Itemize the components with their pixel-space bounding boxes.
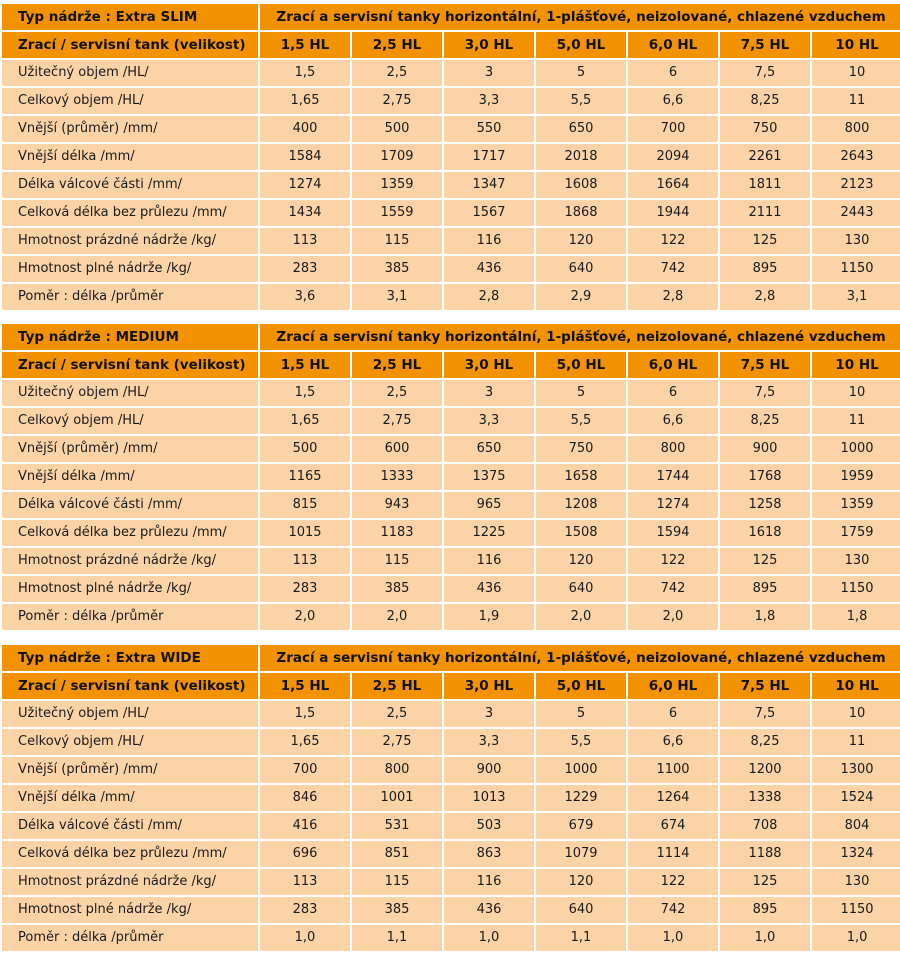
value-cell: 385: [351, 255, 443, 283]
value-cell: 900: [443, 756, 535, 784]
value-cell: 122: [627, 547, 719, 575]
row-label: Hmotnost plné nádrže /kg/: [1, 575, 259, 603]
value-cell: 3: [443, 379, 535, 407]
value-cell: 1188: [719, 840, 811, 868]
value-cell: 6,6: [627, 728, 719, 756]
table-row: [1, 756, 900, 784]
value-cell: 7,5: [719, 700, 811, 728]
value-cell: 6,6: [627, 87, 719, 115]
tank-description: Zrací a servisní tanky horizontální, 1-plášťové, neizolované, chlazené vzduchem: [259, 323, 900, 351]
value-cell: 2,5: [351, 379, 443, 407]
value-cell: 113: [259, 868, 351, 896]
value-cell: 700: [627, 115, 719, 143]
value-cell: 1608: [535, 171, 627, 199]
value-cell: 531: [351, 812, 443, 840]
value-cell: 1347: [443, 171, 535, 199]
value-cell: 895: [719, 575, 811, 603]
value-cell: 385: [351, 575, 443, 603]
value-cell: 2,75: [351, 728, 443, 756]
value-cell: 115: [351, 227, 443, 255]
spec-table-extra-slim: [0, 2, 900, 312]
value-cell: 2,0: [627, 603, 719, 631]
value-cell: 700: [259, 756, 351, 784]
value-cell: 2443: [811, 199, 900, 227]
row-label: Užitečný objem /HL/: [1, 379, 259, 407]
value-cell: 125: [719, 547, 811, 575]
size-header-cell: 10 HL: [811, 672, 900, 700]
value-cell: 1274: [259, 171, 351, 199]
value-cell: 1717: [443, 143, 535, 171]
size-header-cell: 6,0 HL: [627, 351, 719, 379]
value-cell: 2,8: [443, 283, 535, 311]
value-cell: 6: [627, 700, 719, 728]
value-cell: 1658: [535, 463, 627, 491]
row-label: Celkový objem /HL/: [1, 407, 259, 435]
value-cell: 2111: [719, 199, 811, 227]
row-label: Poměr : délka /průměr: [1, 603, 259, 631]
value-cell: 120: [535, 227, 627, 255]
value-cell: 1000: [811, 435, 900, 463]
value-cell: 400: [259, 115, 351, 143]
value-cell: 10: [811, 59, 900, 87]
value-cell: 283: [259, 575, 351, 603]
table-row: [1, 700, 900, 728]
value-cell: 800: [351, 756, 443, 784]
size-header-cell: 1,5 HL: [259, 672, 351, 700]
size-header-row: [1, 351, 900, 379]
value-cell: 6,6: [627, 407, 719, 435]
value-cell: 1000: [535, 756, 627, 784]
value-cell: 416: [259, 812, 351, 840]
value-cell: 3,3: [443, 407, 535, 435]
value-cell: 116: [443, 227, 535, 255]
value-cell: 804: [811, 812, 900, 840]
table-row: [1, 143, 900, 171]
value-cell: 120: [535, 547, 627, 575]
value-cell: 500: [259, 435, 351, 463]
row-label: Vnější délka /mm/: [1, 143, 259, 171]
size-header-cell: 7,5 HL: [719, 672, 811, 700]
row-label: Vnější (průměr) /mm/: [1, 756, 259, 784]
value-cell: 1,0: [259, 924, 351, 952]
size-header-cell: 7,5 HL: [719, 31, 811, 59]
value-cell: 2,0: [535, 603, 627, 631]
value-cell: 500: [351, 115, 443, 143]
table-body: [1, 3, 900, 311]
value-cell: 1258: [719, 491, 811, 519]
value-cell: 2123: [811, 171, 900, 199]
value-cell: 696: [259, 840, 351, 868]
value-cell: 679: [535, 812, 627, 840]
value-cell: 1359: [351, 171, 443, 199]
size-header-cell: 2,5 HL: [351, 351, 443, 379]
value-cell: 1200: [719, 756, 811, 784]
value-cell: 600: [351, 435, 443, 463]
value-cell: 1150: [811, 255, 900, 283]
row-label: Celková délka bez průlezu /mm/: [1, 519, 259, 547]
value-cell: 1,0: [443, 924, 535, 952]
value-cell: 1567: [443, 199, 535, 227]
value-cell: 742: [627, 255, 719, 283]
table-row: [1, 227, 900, 255]
value-cell: 2,8: [627, 283, 719, 311]
row-label: Hmotnost prázdné nádrže /kg/: [1, 227, 259, 255]
size-header-cell: 10 HL: [811, 31, 900, 59]
value-cell: 800: [627, 435, 719, 463]
value-cell: 8,25: [719, 87, 811, 115]
size-header-cell: 6,0 HL: [627, 31, 719, 59]
value-cell: 1300: [811, 756, 900, 784]
size-header-cell: 3,0 HL: [443, 31, 535, 59]
size-header-cell: 10 HL: [811, 351, 900, 379]
size-header-cell: 1,5 HL: [259, 31, 351, 59]
size-header-cell: 2,5 HL: [351, 31, 443, 59]
value-cell: 1594: [627, 519, 719, 547]
value-cell: 385: [351, 896, 443, 924]
value-cell: 3,6: [259, 283, 351, 311]
value-cell: 436: [443, 896, 535, 924]
row-label: Hmotnost prázdné nádrže /kg/: [1, 868, 259, 896]
table-row: [1, 896, 900, 924]
value-cell: 1,8: [719, 603, 811, 631]
table-title-row: [1, 3, 900, 31]
table-row: [1, 407, 900, 435]
value-cell: 2,9: [535, 283, 627, 311]
row-label: Vnější (průměr) /mm/: [1, 435, 259, 463]
size-header-cell: 5,0 HL: [535, 31, 627, 59]
value-cell: 10: [811, 379, 900, 407]
value-cell: 650: [443, 435, 535, 463]
row-label: Užitečný objem /HL/: [1, 700, 259, 728]
value-cell: 1664: [627, 171, 719, 199]
value-cell: 5: [535, 700, 627, 728]
size-header-cell: 3,0 HL: [443, 351, 535, 379]
value-cell: 2261: [719, 143, 811, 171]
value-cell: 1618: [719, 519, 811, 547]
row-label: Celková délka bez průlezu /mm/: [1, 199, 259, 227]
value-cell: 1,65: [259, 728, 351, 756]
spec-table-medium: [0, 322, 900, 632]
value-cell: 1150: [811, 575, 900, 603]
value-cell: 742: [627, 575, 719, 603]
value-cell: 1264: [627, 784, 719, 812]
value-cell: 965: [443, 491, 535, 519]
value-cell: 1,0: [719, 924, 811, 952]
value-cell: 750: [535, 435, 627, 463]
size-header-label: Zrací / servisní tank (velikost): [1, 31, 259, 59]
table-row: [1, 435, 900, 463]
size-header-cell: 5,0 HL: [535, 351, 627, 379]
value-cell: 3,3: [443, 728, 535, 756]
value-cell: 3,1: [811, 283, 900, 311]
value-cell: 1165: [259, 463, 351, 491]
value-cell: 122: [627, 227, 719, 255]
value-cell: 1333: [351, 463, 443, 491]
row-label: Poměr : délka /průměr: [1, 283, 259, 311]
value-cell: 7,5: [719, 379, 811, 407]
value-cell: 1079: [535, 840, 627, 868]
value-cell: 851: [351, 840, 443, 868]
row-label: Celkový objem /HL/: [1, 87, 259, 115]
value-cell: 1,0: [627, 924, 719, 952]
value-cell: 1434: [259, 199, 351, 227]
tank-description: Zrací a servisní tanky horizontální, 1-plášťové, neizolované, chlazené vzduchem: [259, 644, 900, 672]
value-cell: 1,9: [443, 603, 535, 631]
row-label: Hmotnost prázdné nádrže /kg/: [1, 547, 259, 575]
value-cell: 11: [811, 407, 900, 435]
size-header-cell: 5,0 HL: [535, 672, 627, 700]
value-cell: 5,5: [535, 728, 627, 756]
value-cell: 2643: [811, 143, 900, 171]
table-body: [1, 323, 900, 631]
value-cell: 863: [443, 840, 535, 868]
value-cell: 2,75: [351, 87, 443, 115]
table-row: [1, 575, 900, 603]
value-cell: 6: [627, 379, 719, 407]
value-cell: 1150: [811, 896, 900, 924]
table-title-row: [1, 644, 900, 672]
value-cell: 116: [443, 547, 535, 575]
value-cell: 2,0: [259, 603, 351, 631]
table-row: [1, 171, 900, 199]
value-cell: 640: [535, 896, 627, 924]
value-cell: 113: [259, 227, 351, 255]
value-cell: 1338: [719, 784, 811, 812]
table-title-row: [1, 323, 900, 351]
value-cell: 8,25: [719, 407, 811, 435]
value-cell: 5: [535, 59, 627, 87]
value-cell: 1759: [811, 519, 900, 547]
row-label: Celkový objem /HL/: [1, 728, 259, 756]
table-body: [1, 644, 900, 952]
value-cell: 2018: [535, 143, 627, 171]
value-cell: 5: [535, 379, 627, 407]
value-cell: 1868: [535, 199, 627, 227]
value-cell: 283: [259, 255, 351, 283]
table-row: [1, 868, 900, 896]
value-cell: 3,3: [443, 87, 535, 115]
value-cell: 5,5: [535, 407, 627, 435]
size-header-row: [1, 672, 900, 700]
value-cell: 2,5: [351, 59, 443, 87]
row-label: Hmotnost plné nádrže /kg/: [1, 896, 259, 924]
row-label: Vnější délka /mm/: [1, 784, 259, 812]
table-row: [1, 283, 900, 311]
value-cell: 1183: [351, 519, 443, 547]
value-cell: 708: [719, 812, 811, 840]
value-cell: 1274: [627, 491, 719, 519]
value-cell: 283: [259, 896, 351, 924]
value-cell: 674: [627, 812, 719, 840]
table-row: [1, 115, 900, 143]
value-cell: 742: [627, 896, 719, 924]
value-cell: 122: [627, 868, 719, 896]
value-cell: 1,5: [259, 379, 351, 407]
value-cell: 846: [259, 784, 351, 812]
table-row: [1, 812, 900, 840]
value-cell: 1,1: [535, 924, 627, 952]
size-header-cell: 1,5 HL: [259, 351, 351, 379]
value-cell: 1811: [719, 171, 811, 199]
table-row: [1, 87, 900, 115]
row-label: Užitečný objem /HL/: [1, 59, 259, 87]
value-cell: 130: [811, 227, 900, 255]
value-cell: 2,8: [719, 283, 811, 311]
value-cell: 1,5: [259, 700, 351, 728]
table-row: [1, 463, 900, 491]
value-cell: 1,1: [351, 924, 443, 952]
value-cell: 5,5: [535, 87, 627, 115]
value-cell: 1,5: [259, 59, 351, 87]
value-cell: 503: [443, 812, 535, 840]
value-cell: 943: [351, 491, 443, 519]
value-cell: 8,25: [719, 728, 811, 756]
value-cell: 10: [811, 700, 900, 728]
value-cell: 115: [351, 868, 443, 896]
value-cell: 125: [719, 868, 811, 896]
table-row: [1, 547, 900, 575]
value-cell: 1229: [535, 784, 627, 812]
value-cell: 1015: [259, 519, 351, 547]
value-cell: 650: [535, 115, 627, 143]
value-cell: 1375: [443, 463, 535, 491]
value-cell: 1100: [627, 756, 719, 784]
value-cell: 11: [811, 728, 900, 756]
value-cell: 640: [535, 575, 627, 603]
table-row: [1, 379, 900, 407]
value-cell: 1524: [811, 784, 900, 812]
value-cell: 1944: [627, 199, 719, 227]
row-label: Hmotnost plné nádrže /kg/: [1, 255, 259, 283]
value-cell: 1584: [259, 143, 351, 171]
value-cell: 1959: [811, 463, 900, 491]
value-cell: 1,8: [811, 603, 900, 631]
value-cell: 1508: [535, 519, 627, 547]
value-cell: 1208: [535, 491, 627, 519]
row-label: Délka válcové části /mm/: [1, 812, 259, 840]
value-cell: 1,65: [259, 87, 351, 115]
value-cell: 3,1: [351, 283, 443, 311]
size-header-label: Zrací / servisní tank (velikost): [1, 351, 259, 379]
table-row: [1, 519, 900, 547]
value-cell: 1,65: [259, 407, 351, 435]
value-cell: 2094: [627, 143, 719, 171]
value-cell: 1013: [443, 784, 535, 812]
table-row: [1, 603, 900, 631]
row-label: Celková délka bez průlezu /mm/: [1, 840, 259, 868]
spec-table-extra-wide: [0, 643, 900, 953]
size-header-cell: 6,0 HL: [627, 672, 719, 700]
table-row: [1, 728, 900, 756]
size-header-row: [1, 31, 900, 59]
value-cell: 115: [351, 547, 443, 575]
table-row: [1, 840, 900, 868]
value-cell: 6: [627, 59, 719, 87]
tank-description: Zrací a servisní tanky horizontální, 1-plášťové, neizolované, chlazené vzduchem: [259, 3, 900, 31]
value-cell: 125: [719, 227, 811, 255]
value-cell: 900: [719, 435, 811, 463]
size-header-cell: 7,5 HL: [719, 351, 811, 379]
value-cell: 113: [259, 547, 351, 575]
table-row: [1, 784, 900, 812]
row-label: Délka válcové části /mm/: [1, 491, 259, 519]
table-row: [1, 924, 900, 952]
value-cell: 2,75: [351, 407, 443, 435]
table-row: [1, 59, 900, 87]
value-cell: 1225: [443, 519, 535, 547]
value-cell: 436: [443, 575, 535, 603]
value-cell: 116: [443, 868, 535, 896]
value-cell: 815: [259, 491, 351, 519]
value-cell: 1709: [351, 143, 443, 171]
value-cell: 130: [811, 547, 900, 575]
size-header-cell: 2,5 HL: [351, 672, 443, 700]
row-label: Vnější délka /mm/: [1, 463, 259, 491]
tank-type-label: Typ nádrže : MEDIUM: [1, 323, 259, 351]
row-label: Poměr : délka /průměr: [1, 924, 259, 952]
size-header-label: Zrací / servisní tank (velikost): [1, 672, 259, 700]
tank-type-label: Typ nádrže : Extra WIDE: [1, 644, 259, 672]
value-cell: 7,5: [719, 59, 811, 87]
value-cell: 1744: [627, 463, 719, 491]
value-cell: 436: [443, 255, 535, 283]
value-cell: 1001: [351, 784, 443, 812]
value-cell: 3: [443, 59, 535, 87]
value-cell: 11: [811, 87, 900, 115]
table-row: [1, 255, 900, 283]
value-cell: 1768: [719, 463, 811, 491]
value-cell: 130: [811, 868, 900, 896]
table-row: [1, 491, 900, 519]
row-label: Vnější (průměr) /mm/: [1, 115, 259, 143]
value-cell: 2,0: [351, 603, 443, 631]
size-header-cell: 3,0 HL: [443, 672, 535, 700]
table-row: [1, 199, 900, 227]
value-cell: 2,5: [351, 700, 443, 728]
value-cell: 750: [719, 115, 811, 143]
row-label: Délka válcové části /mm/: [1, 171, 259, 199]
tank-type-label: Typ nádrže : Extra SLIM: [1, 3, 259, 31]
value-cell: 895: [719, 255, 811, 283]
value-cell: 1,0: [811, 924, 900, 952]
value-cell: 1559: [351, 199, 443, 227]
value-cell: 1324: [811, 840, 900, 868]
value-cell: 895: [719, 896, 811, 924]
value-cell: 800: [811, 115, 900, 143]
value-cell: 1114: [627, 840, 719, 868]
value-cell: 640: [535, 255, 627, 283]
value-cell: 1359: [811, 491, 900, 519]
value-cell: 3: [443, 700, 535, 728]
value-cell: 550: [443, 115, 535, 143]
value-cell: 120: [535, 868, 627, 896]
